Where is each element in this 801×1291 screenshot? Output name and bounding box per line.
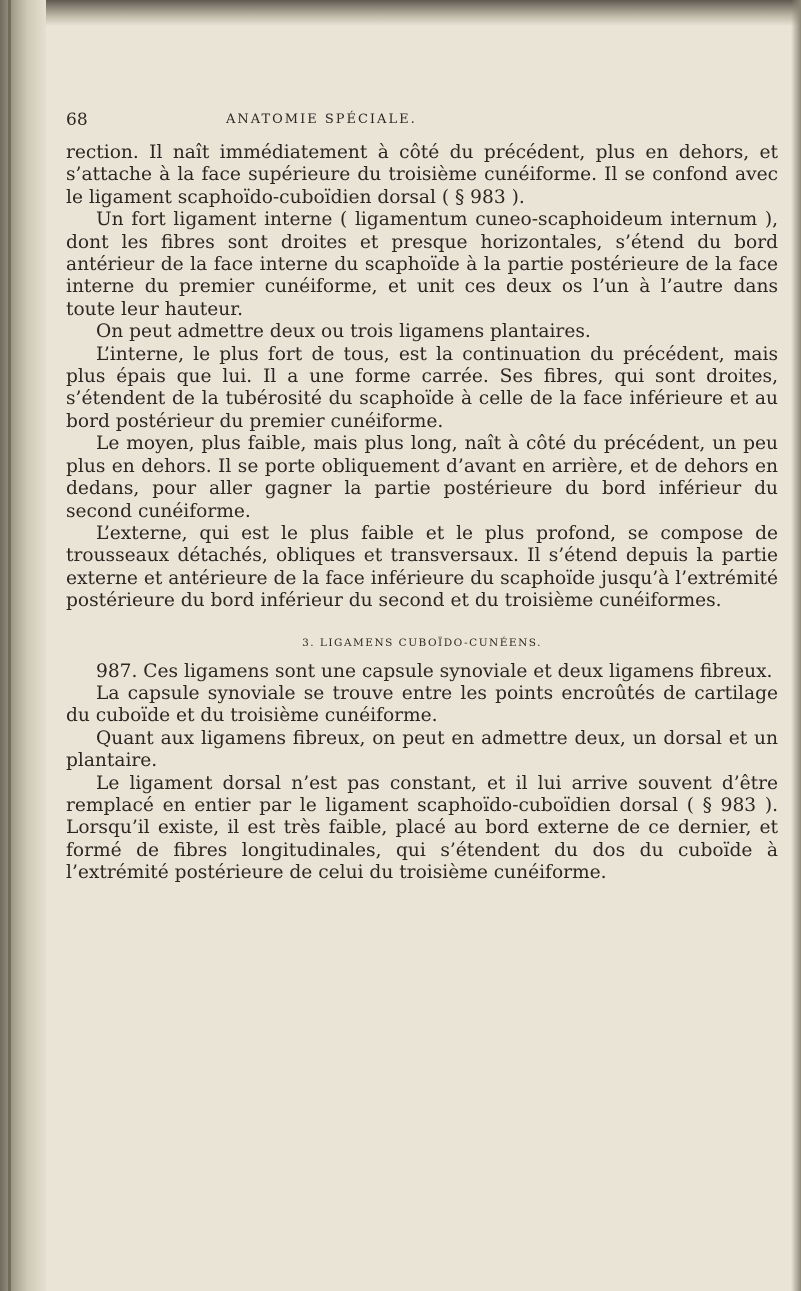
paragraph-ligamens-fibreux: Quant aux ligamens fibreux, on peut en admettre deux, un dorsal et un plantaire. [66,727,778,772]
book-binding-edge [0,0,46,1291]
paragraph-interne: L’interne, le plus fort de tous, est la continuation du précédent, mais plus épais que lui. Il a une forme carrée. Ses fibres, qui sont droites, s’étendent de la tubérosité du scaphoïde à celle de la face inférieure et au bord postérieur du premier cunéiforme. [66,343,778,432]
paragraph-ligament-interne: Un fort ligament interne ( ligamentum cuneo-scaphoideum internum ), dont les fibres sont droites et presque horizontales, s’étend du bord antérieur de la face interne du scaphoïde à la partie postérieure de la face interne du premier cunéiforme, et unit ces deux os l’un à l’autre dans toute leur hauteur. [66,209,778,320]
page-number: 68 [66,110,88,130]
page-header [66,110,778,134]
paragraph-externe: L’externe, qui est le plus faible et le plus profond, se compose de trousseaux détachés, obliques et transversaux. Il s’étend depuis la partie externe et antérieure de la face inférieure du scaphoïde jusqu’à l’extrémité postérieure du bord inférieur du second et du troisième cunéiformes. [66,522,778,612]
book-page [66,110,778,885]
paragraph-ligamens-plantaires: On peut admettre deux ou trois ligamens plantaires. [96,321,591,343]
paragraph-continuation: rection. Il naît immédiatement à côté du précédent, plus en dehors, et s’attache à la face supérieure du troisième cunéiforme. Il se confond avec le ligament scaphoïdo-cuboïdien dorsal ( § 983 ). [66,142,778,208]
page-right-edge [791,0,801,1291]
paragraph-987: 987. Ces ligamens sont une capsule synoviale et deux ligamens fibreux. [96,660,773,682]
page-top-shadow [46,0,801,26]
paragraph-capsule-synoviale: La capsule synoviale se trouve entre les points encroûtés de cartilage du cuboïde et du troisième cunéiforme. [66,682,778,727]
paragraph-moyen: Le moyen, plus faible, mais plus long, naît à côté du précédent, un peu plus en dehors. Il se porte obliquement d’avant en arrière, et de dehors en dedans, pour aller gagner la partie postérieure du bord inférieur du second cunéiforme. [66,433,778,522]
running-head: ANATOMIE SPÉCIALE. [226,112,417,127]
section-title: 3. LIGAMENS CUBOÏDO-CUNÉENS. [302,636,542,649]
paragraph-ligament-dorsal: Le ligament dorsal n’est pas constant, et il lui arrive souvent d’être remplacé en entier par le ligament scaphoïdo-cuboïdien dorsal ( § 983 ). Lorsqu’il existe, il est très faible, placé au bord externe de ce dernier, et formé de fibres longitudinales, qui s’étendent du dos du cuboïde à l’extrémité postérieure de celui du troisième cunéiforme. [66,772,778,884]
